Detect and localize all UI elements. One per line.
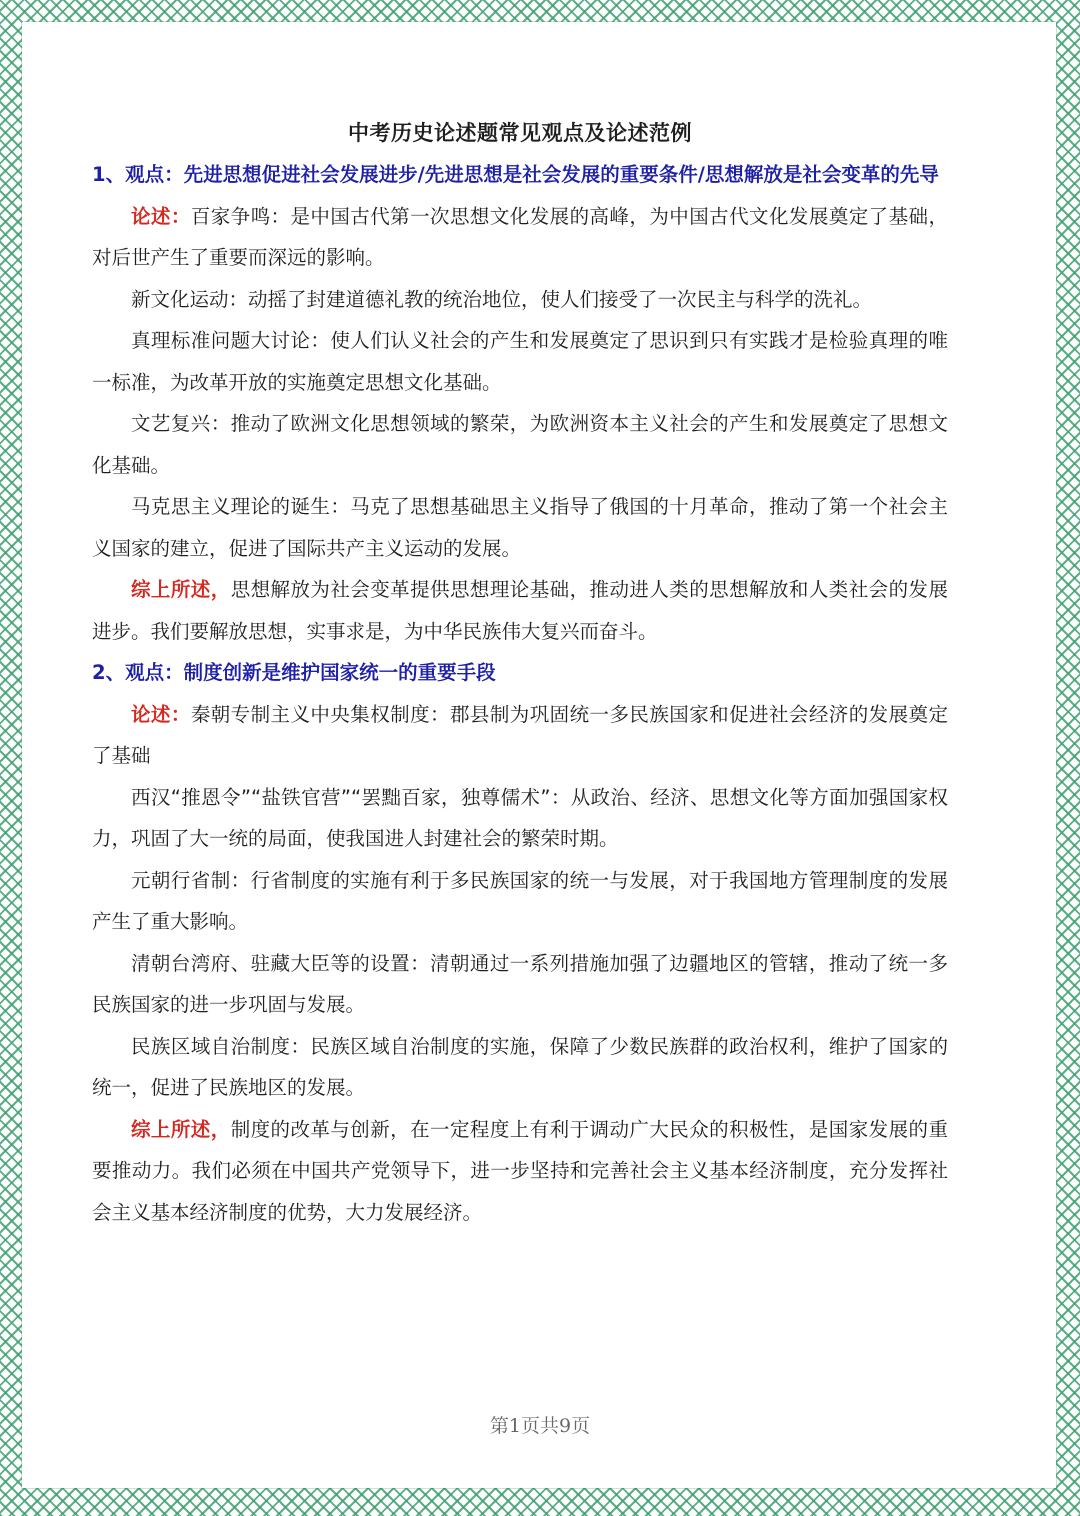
section-1-paragraph-2: 新文化运动：动摇了封建道德礼教的统治地位，使人们接受了一次民主与科学的洗礼。 xyxy=(131,287,873,311)
document-title: 中考历史论述题常见观点及论述范例 xyxy=(348,121,692,145)
section-2-paragraph-4: 清朝台湾府、驻藏大臣等的设置：清朝通过一系列措施加强了边疆地区的管辖，推动了统一多民族国家的进一步巩固与发展。 xyxy=(92,951,948,1016)
section-2-heading: 2、观点：制度创新是维护国家统一的重要手段 xyxy=(92,661,496,684)
summary-label: 综上所述， xyxy=(131,1117,231,1141)
section-1-summary xyxy=(92,569,948,652)
summary-text: 制度的改革与创新，在一定程度上有利于调动广大民众的积极性，是国家发展的重要推动力。我们必须在中国共产党领导下，进一步坚持和完善社会主义基本经济制度，充分发挥社会主义基本经济制度的优势，大力发展经济。 xyxy=(92,1117,948,1224)
section-1-heading: 1、观点：先进思想促进社会发展进步/先进思想是社会发展的重要条件/思想解放是社会变革的先导 xyxy=(92,163,939,186)
summary-text: 思想解放为社会变革提供思想理论基础，推动进人类的思想解放和人类社会的发展进步。我们要解放思想，实事求是，为中华民族伟大复兴而奋斗。 xyxy=(92,578,948,643)
section-1 xyxy=(92,154,948,652)
page-number: 第1页共9页 xyxy=(489,1415,591,1437)
summary-label: 综上所述， xyxy=(131,578,231,601)
section-1-paragraph-3: 真理标准问题大讨论：使人们认义社会的产生和发展奠定了思识到只有实践才是检验真理的唯一标准，为改革开放的实施奠定思想文化基础。 xyxy=(92,329,948,394)
section-1-paragraph-4: 文艺复兴：推动了欧洲文化思想领域的繁荣，为欧洲资本主义社会的产生和发展奠定了思想文化基础。 xyxy=(92,412,948,477)
section-2-summary xyxy=(92,1109,948,1234)
paragraph-text: 秦朝专制主义中央集权制度：郡县制为巩固统一多民族国家和促进社会经济的发展奠定了基础 xyxy=(92,702,948,767)
section-2-paragraph-2: 西汉“推恩令”“盐铁官营”“罢黜百家，独尊儒术”：从政治、经济、思想文化等方面加强国家权力，巩固了大一统的局面，使我国进人封建社会的繁荣时期。 xyxy=(92,785,948,850)
section-2-paragraph-5: 民族区域自治制度：民族区域自治制度的实施，保障了少数民族群的政治权利，维护了国家的统一，促进了民族地区的发展。 xyxy=(92,1034,948,1099)
section-2 xyxy=(92,652,948,1233)
section-1-paragraph-5: 马克思主义理论的诞生：马克了思想基础思主义指导了俄国的十月革命，推动了第一个社会主义国家的建立，促进了国际共产主义运动的发展。 xyxy=(92,495,948,560)
discussion-label: 论述： xyxy=(131,204,191,228)
section-2-paragraph-3: 元朝行省制：行省制度的实施有利于多民族国家的统一与发展，对于我国地方管理制度的发展产生了重大影响。 xyxy=(92,868,948,933)
section-1-paragraph-1 xyxy=(92,196,948,279)
document-content xyxy=(92,118,948,1233)
discussion-label: 论述： xyxy=(131,702,191,726)
section-2-paragraph-1 xyxy=(92,694,948,777)
paragraph-text: 百家争鸣：是中国古代第一次思想文化发展的高峰，为中国古代文化发展奠定了基础，对后世产生了重要而深远的影响。 xyxy=(92,204,948,269)
